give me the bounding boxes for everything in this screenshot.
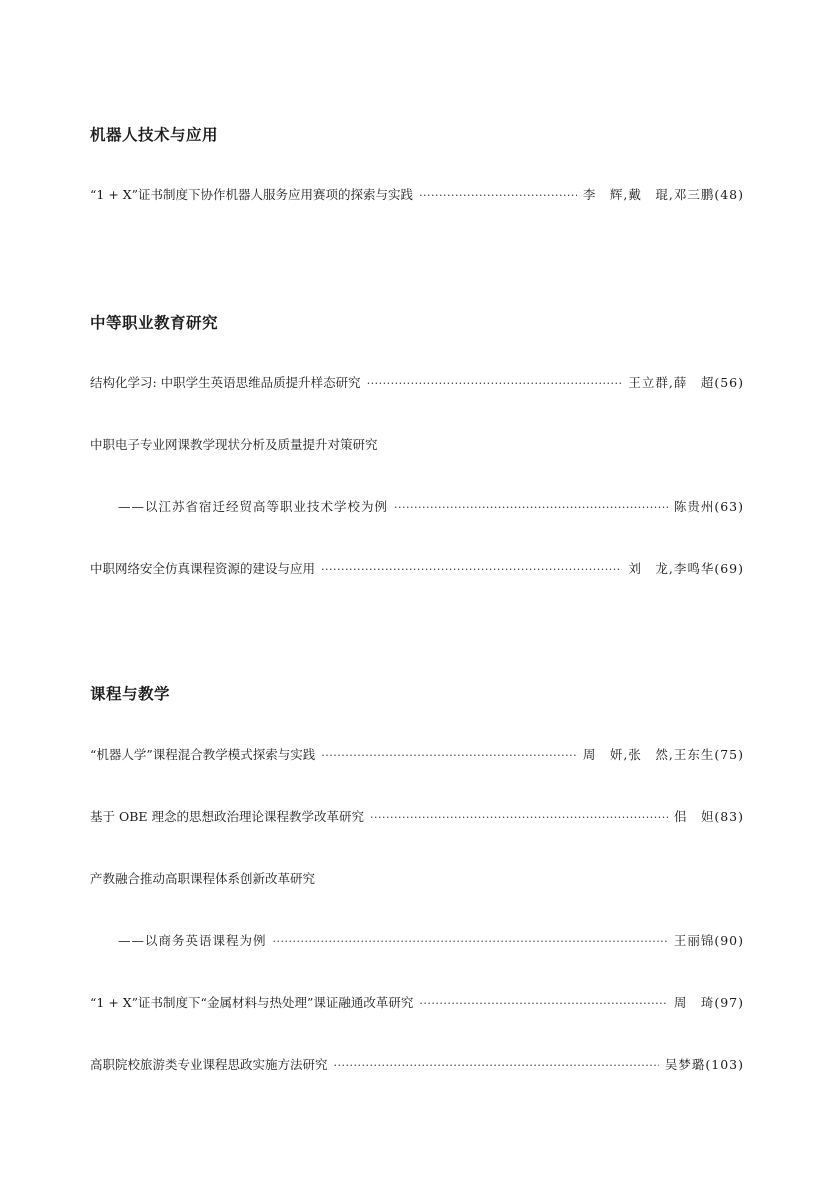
toc-entry-title-line[interactable] xyxy=(90,869,744,889)
entry-author-page: 刘 龙,李鸣华(69) xyxy=(628,561,744,576)
entry-author-page: 李 辉,戴 琨,邓三鹏(48) xyxy=(582,187,744,202)
entry-title: 基于 OBE 理念的思想政治理论课程教学改革研究 xyxy=(90,809,365,824)
toc-entry[interactable] xyxy=(90,1055,744,1075)
dot-leader xyxy=(334,1059,659,1072)
entry-title: 中职网络安全仿真课程资源的建设与应用 xyxy=(90,561,316,576)
entry-author-page: 周 琦(97) xyxy=(673,995,744,1010)
toc-entry[interactable] xyxy=(90,807,744,827)
entry-title: 结构化学习: 中职学生英语思维品质提升样态研究 xyxy=(90,375,361,390)
dot-leader xyxy=(367,377,623,390)
entry-title: 产教融合推动高职课程体系创新改革研究 xyxy=(90,871,316,886)
entry-author-page: 王丽锦(90) xyxy=(673,933,744,948)
toc-entry-title-line[interactable] xyxy=(90,435,744,455)
toc-entry[interactable] xyxy=(90,185,744,205)
entry-title: “1 + X”证书制度下“金属材料与热处理”课证融通改革研究 xyxy=(90,995,414,1010)
section-heading-curriculum: 课程与教学 xyxy=(90,685,171,703)
entry-author-page: 陈贵州(63) xyxy=(673,499,744,514)
toc-entry[interactable] xyxy=(90,745,744,765)
entry-author-page: 王立群,薛 超(56) xyxy=(628,375,744,390)
dot-leader xyxy=(273,935,668,948)
toc-entry-subtitle[interactable] xyxy=(118,497,744,517)
dot-leader xyxy=(321,563,622,576)
toc-entry[interactable] xyxy=(90,373,744,393)
dot-leader xyxy=(370,811,668,824)
entry-title: 高职院校旅游类专业课程思政实施方法研究 xyxy=(90,1057,328,1072)
dot-leader xyxy=(394,501,668,514)
dot-leader xyxy=(419,189,577,202)
entry-title: “机器人学”课程混合教学模式探索与实践 xyxy=(90,747,316,762)
toc-entry[interactable] xyxy=(90,993,744,1013)
section-heading-robotics: 机器人技术与应用 xyxy=(90,126,219,144)
section-heading-secondary-vocational: 中等职业教育研究 xyxy=(90,314,219,332)
entry-author-page: 佀 妲(83) xyxy=(673,809,744,824)
toc-entry-subtitle[interactable] xyxy=(118,931,744,951)
dot-leader xyxy=(419,997,667,1010)
toc-entry[interactable] xyxy=(90,559,744,579)
entry-subtitle: ——以商务英语课程为例 xyxy=(118,933,267,948)
entry-author-page: 周 妍,张 然,王东生(75) xyxy=(582,747,744,762)
entry-subtitle: ——以江苏省宿迁经贸高等职业技术学校为例 xyxy=(118,499,389,514)
dot-leader xyxy=(321,749,577,762)
entry-title: “1 + X”证书制度下协作机器人服务应用赛项的探索与实践 xyxy=(90,187,414,202)
entry-title: 中职电子专业网课教学现状分析及质量提升对策研究 xyxy=(90,437,378,452)
entry-author-page: 吴梦璐(103) xyxy=(664,1057,744,1072)
